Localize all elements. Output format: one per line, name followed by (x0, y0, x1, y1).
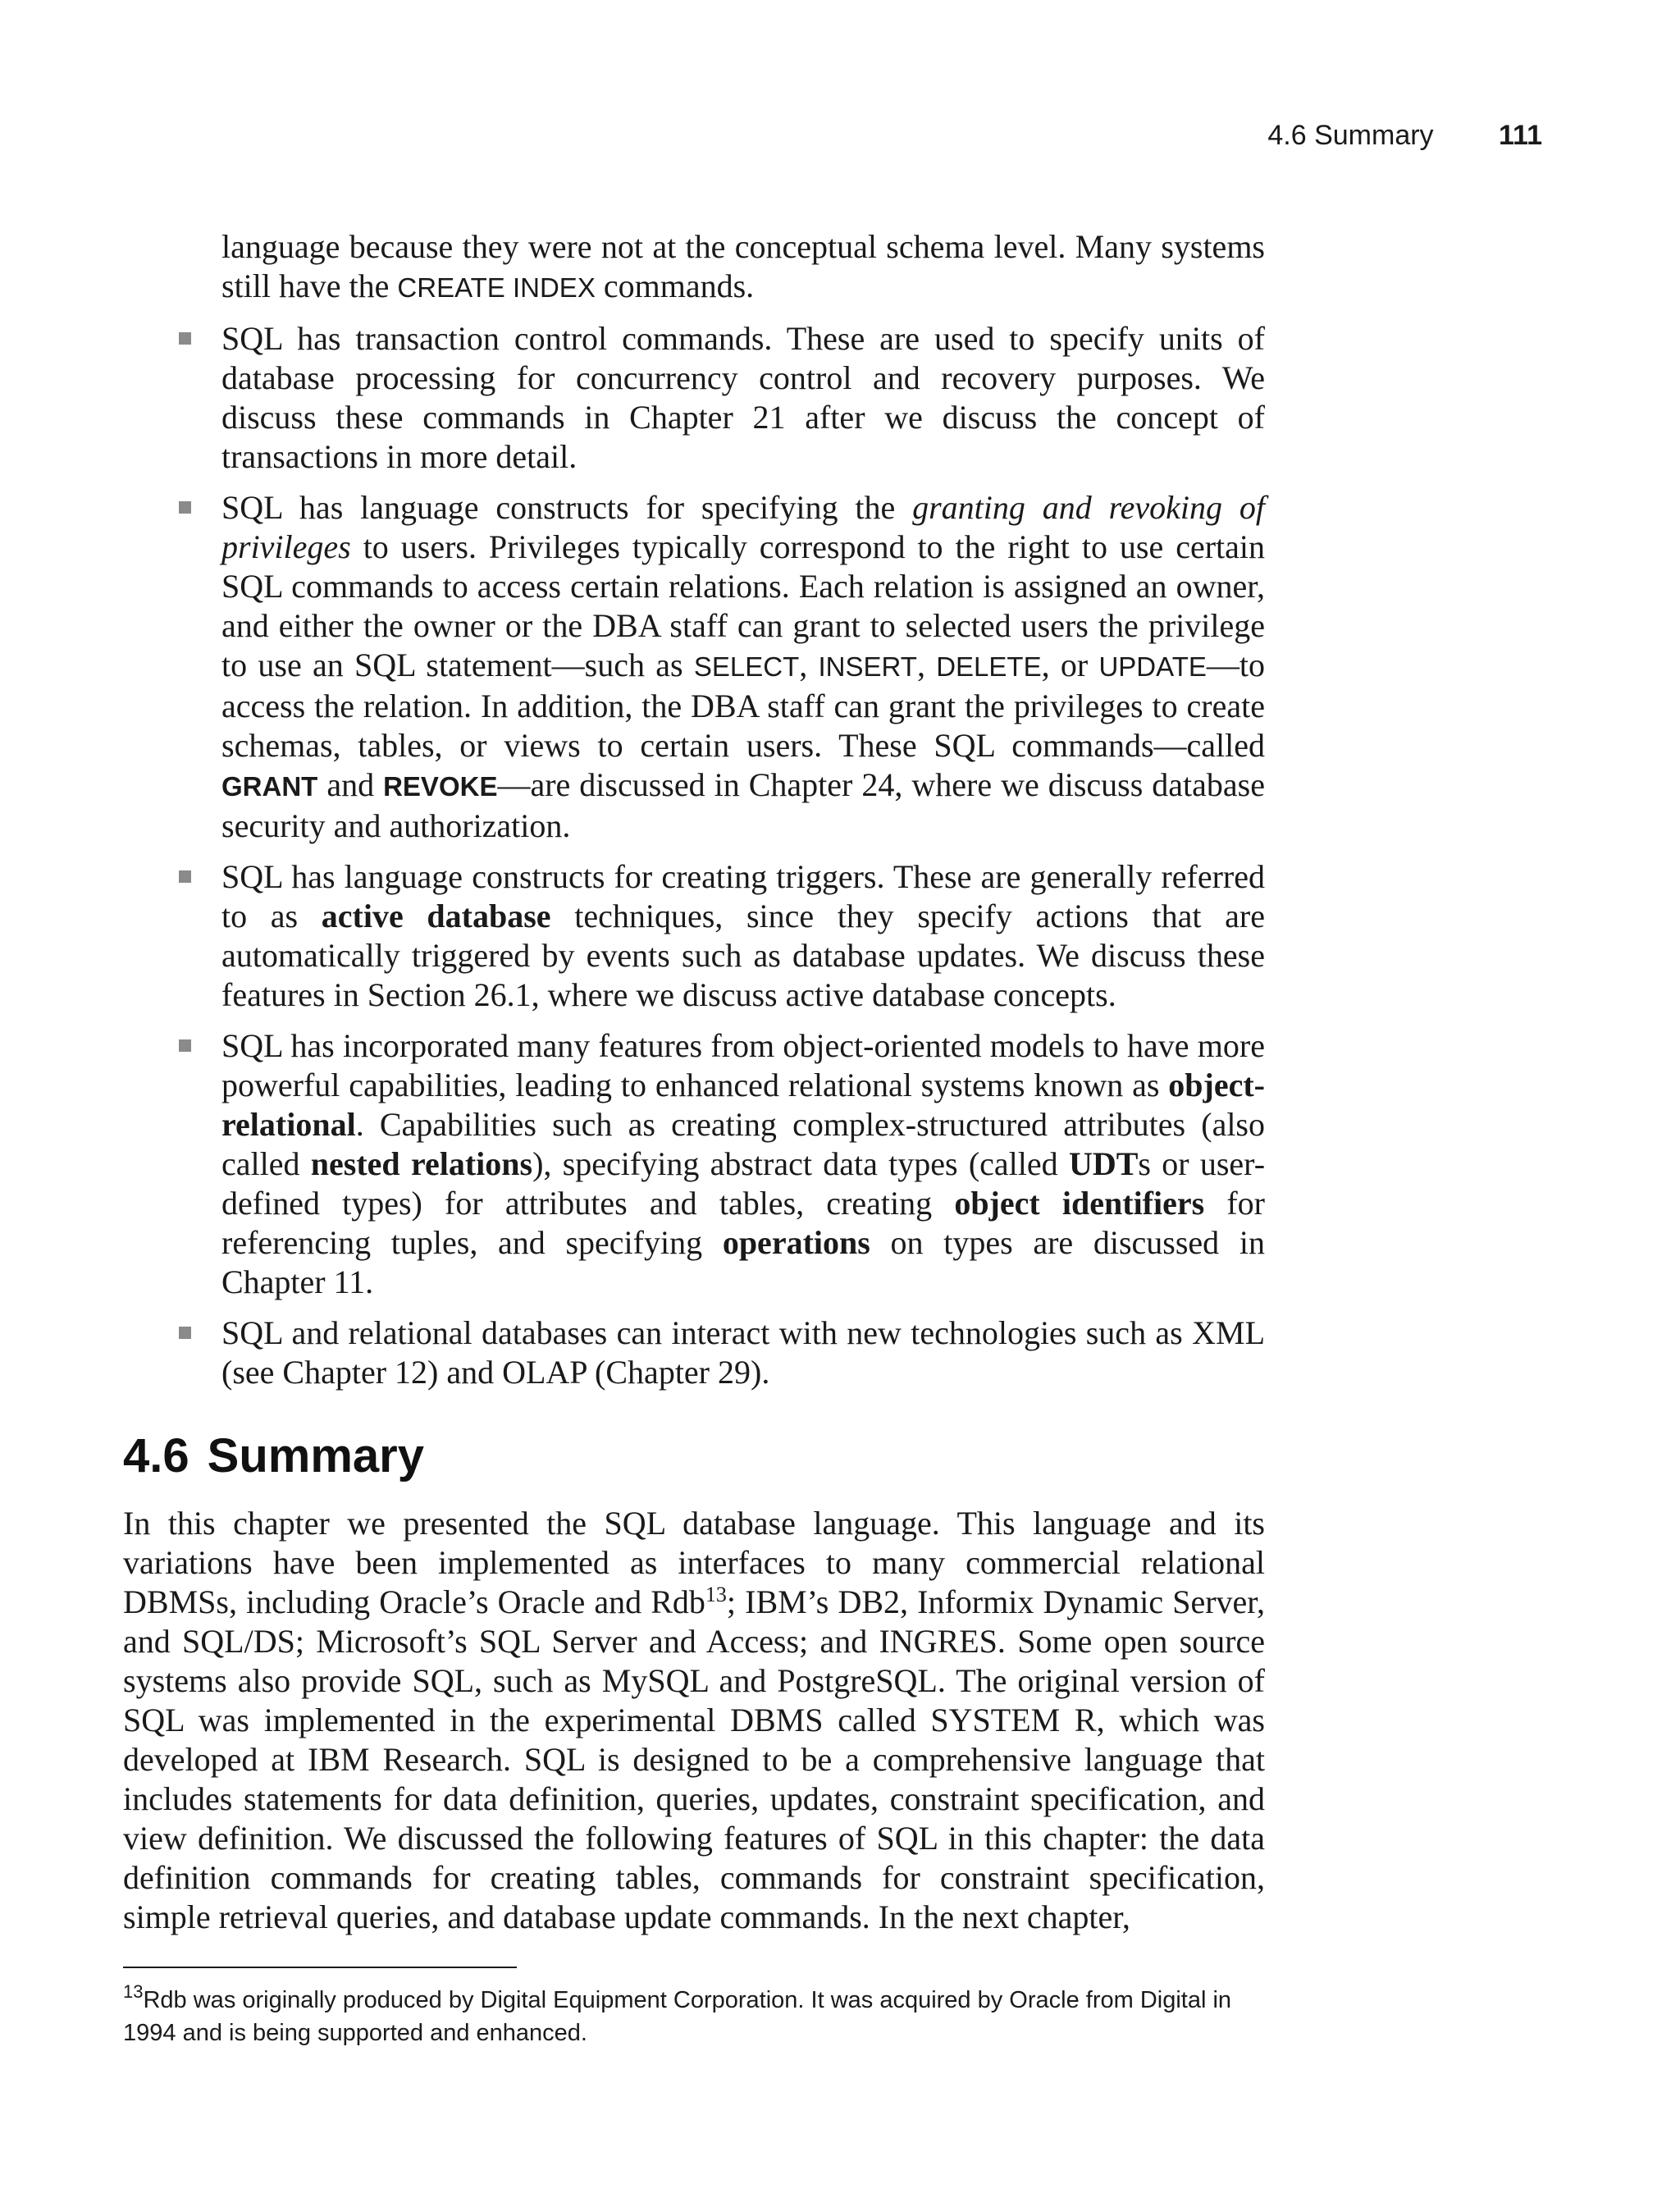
term-nested-relations: nested relations (310, 1145, 533, 1182)
term-active-database: active database (321, 898, 551, 934)
square-bullet-icon (179, 1327, 191, 1339)
bullet-item-triggers: SQL has language constructs for creating triggers. These are generally referred to as active database techniques, since they specify actions that are automatically triggered by events such as database updates. We discuss these features in Section 26.1, where we discuss active database concepts. (176, 857, 1265, 1015)
footnote-text: Rdb was originally produced by Digital Equipment Corporation. It was acquired by Oracle from Digital in 1994 and is being supported and enhanced. (123, 1987, 1232, 2046)
term-operations: operations (722, 1224, 870, 1261)
square-bullet-icon (179, 1039, 191, 1052)
footnote-divider (123, 1967, 517, 1968)
bullet-item-new-technologies: SQL and relational databases can interact with new technologies such as XML (see Chapter 12) and OLAP (Chapter 29). (176, 1313, 1265, 1392)
running-head-title: 4.6 Summary (1267, 120, 1434, 151)
bullet-item-transaction-control: SQL has transaction control commands. These are used to specify units of database processing for concurrency control and recovery purposes. We discuss these commands in Chapter 21 after we discuss the concept of transactions in more detail. (176, 319, 1265, 477)
page-number: 111 (1499, 120, 1542, 151)
term-object-identifiers: object identifiers (954, 1185, 1205, 1222)
footnote-reference: 13 (705, 1583, 727, 1606)
code-insert: INSERT (818, 651, 917, 682)
code-create-index: CREATE INDEX (397, 272, 596, 303)
continuation-paragraph: language because they were not at the conceptual schema level. Many systems still have the CREATE INDEX commands. (221, 228, 1265, 304)
summary-paragraph: In this chapter we presented the SQL database language. This language and its variations have been implemented as interfaces to many commercial relational DBMSs, including Oracle’s Oracle and Rdb$^{13}$; IBM’s DB2, Informix Dynamic Server, and SQL/DS; Microsoft’s SQL Server and Access; and INGRES. Some open source systems also provide SQL, such as MySQL and PostgreSQL. The original version of SQL was implemented in the experimental DBMS called SYSTEM R, which was developed at IBM Research. SQL is designed to be a comprehensive language that includes statements for data definition, queries, updates, constraint specification, and view definition. We discussed the following features of SQL in this chapter: the data definition commands for creating tables, commands for constraint specification, simple retrieval queries, and database update commands. In the next chapter, (123, 1505, 1265, 1935)
square-bullet-icon (179, 870, 191, 883)
term-udt: UDT (1068, 1145, 1139, 1182)
section-heading (123, 1428, 424, 1485)
term-object-relational: object-relational (221, 1067, 1265, 1143)
bullet-item-object-relational: SQL has incorporated many features from object-oriented models to have more powerful capabilities, leading to enhanced relational systems known as object-relational. Capabilities such as creating complex-structured attributes (also called nested relations), specifying abstract data types (called UDTs or user-defined types) for attributes and tables, creating object identifiers for referencing tuples, and specifying operations on types are discussed in Chapter 11. (176, 1026, 1265, 1302)
code-delete: DELETE (936, 651, 1042, 682)
bullet-item-privileges: SQL has language constructs for specifying the granting and revoking of privileges to users. Privileges typically correspond to the right to use certain SQL commands to access certain relations. Each relation is assigned an owner, and either the owner or the DBA staff can grant to selected users the privilege to use an SQL statement—such as SELECT, INSERT, DELETE, or UPDATE—to access the relation. In addition, the DBA staff can grant the privileges to create schemas, tables, or views to certain users. These SQL commands—called GRANT and REVOKE—are discussed in Chapter 24, where we discuss database security and authorization. (176, 488, 1265, 846)
code-revoke: REVOKE (383, 771, 498, 802)
code-grant: GRANT (221, 771, 318, 802)
square-bullet-icon (179, 332, 191, 345)
footnote (123, 1981, 1265, 2049)
footnote-mark: 13 (123, 1981, 144, 2002)
running-head (1267, 120, 1542, 152)
code-update: UPDATE (1098, 651, 1207, 682)
section-title: Summary (207, 1429, 424, 1482)
bullet-list-section (176, 227, 1265, 1392)
square-bullet-icon (179, 501, 191, 514)
emphasis-text: granting and revoking of privileges (221, 489, 1266, 565)
code-select: SELECT (693, 651, 800, 682)
section-number: 4.6 (123, 1429, 189, 1482)
